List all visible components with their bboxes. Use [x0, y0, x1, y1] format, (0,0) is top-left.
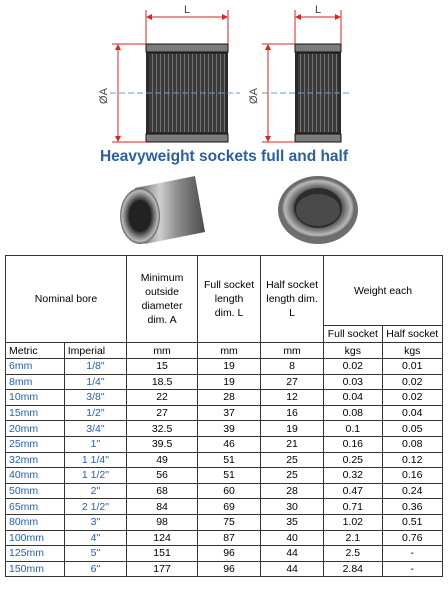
- imperial-cell: 1/4": [64, 374, 126, 390]
- half-length-unit: mm: [261, 343, 324, 359]
- od-cell: 56: [127, 468, 198, 484]
- full-socket-header: Full socket: [324, 326, 382, 343]
- weight-each-header: Weight each: [324, 256, 443, 326]
- half-length-cell: 21: [261, 436, 324, 452]
- half-length-cell: 30: [261, 499, 324, 515]
- imperial-cell: 1/2": [64, 405, 126, 421]
- full-length-cell: 19: [198, 374, 261, 390]
- table-row: [6, 514, 443, 530]
- metric-header: Metric: [6, 343, 65, 359]
- half-weight-cell: -: [382, 546, 442, 562]
- od-cell: 124: [127, 530, 198, 546]
- full-socket-photo: [120, 176, 205, 244]
- full-length-label: L: [183, 4, 191, 16]
- table-row: [6, 468, 443, 484]
- full-weight-cell: 0.1: [324, 421, 382, 437]
- half-weight-cell: 0.04: [382, 405, 442, 421]
- half-length-dimension: [295, 4, 341, 44]
- table-row: [6, 359, 443, 375]
- table-row: [6, 561, 443, 577]
- metric-cell: 20mm: [6, 421, 65, 437]
- od-cell: 18.5: [127, 374, 198, 390]
- half-length-cell: 19: [261, 421, 324, 437]
- half-weight-cell: 0.02: [382, 374, 442, 390]
- socket-dimension-diagram: [0, 0, 448, 150]
- table-row: [6, 546, 443, 562]
- metric-cell: 8mm: [6, 374, 65, 390]
- full-diameter-label: ØA: [98, 88, 110, 104]
- half-weight-unit: kgs: [382, 343, 442, 359]
- half-length-cell: 28: [261, 483, 324, 499]
- full-length-dimension: [146, 4, 228, 44]
- full-socket-drawing: [110, 44, 240, 142]
- half-weight-cell: 0.36: [382, 499, 442, 515]
- table-row: [6, 421, 443, 437]
- full-weight-cell: 2.1: [324, 530, 382, 546]
- full-weight-cell: 0.25: [324, 452, 382, 468]
- socket-spec-table: [5, 255, 443, 577]
- imperial-cell: 1": [64, 436, 126, 452]
- imperial-cell: 3/4": [64, 421, 126, 437]
- od-unit: mm: [127, 343, 198, 359]
- table-row: [6, 374, 443, 390]
- od-cell: 151: [127, 546, 198, 562]
- nominal-bore-header: Nominal bore: [6, 256, 127, 343]
- imperial-cell: 2 1/2": [64, 499, 126, 515]
- half-weight-cell: -: [382, 561, 442, 577]
- full-length-unit: mm: [198, 343, 261, 359]
- half-socket-photo: [278, 176, 358, 244]
- full-weight-cell: 0.32: [324, 468, 382, 484]
- metric-cell: 65mm: [6, 499, 65, 515]
- half-weight-cell: 0.01: [382, 359, 442, 375]
- imperial-cell: 2": [64, 483, 126, 499]
- half-weight-cell: 0.02: [382, 390, 442, 406]
- od-cell: 32.5: [127, 421, 198, 437]
- imperial-cell: 3": [64, 514, 126, 530]
- full-weight-cell: 0.04: [324, 390, 382, 406]
- table-row: [6, 436, 443, 452]
- full-length-cell: 60: [198, 483, 261, 499]
- full-length-cell: 75: [198, 514, 261, 530]
- imperial-cell: 6": [64, 561, 126, 577]
- od-cell: 98: [127, 514, 198, 530]
- full-length-header: Full socket length dim. L: [198, 256, 261, 343]
- od-cell: 39.5: [127, 436, 198, 452]
- metric-cell: 50mm: [6, 483, 65, 499]
- half-weight-cell: 0.16: [382, 468, 442, 484]
- full-length-cell: 96: [198, 546, 261, 562]
- half-length-label: L: [314, 4, 322, 16]
- full-weight-cell: 0.08: [324, 405, 382, 421]
- half-weight-cell: 0.08: [382, 436, 442, 452]
- half-weight-cell: 0.12: [382, 452, 442, 468]
- od-cell: 84: [127, 499, 198, 515]
- half-weight-cell: 0.76: [382, 530, 442, 546]
- imperial-cell: 1/8": [64, 359, 126, 375]
- od-cell: 49: [127, 452, 198, 468]
- metric-cell: 150mm: [6, 561, 65, 577]
- full-length-cell: 39: [198, 421, 261, 437]
- full-length-cell: 51: [198, 452, 261, 468]
- imperial-header: Imperial: [64, 343, 126, 359]
- imperial-cell: 1 1/2": [64, 468, 126, 484]
- full-weight-cell: 0.16: [324, 436, 382, 452]
- imperial-cell: 4": [64, 530, 126, 546]
- table-row: [6, 483, 443, 499]
- table-row: [6, 452, 443, 468]
- half-length-cell: 44: [261, 546, 324, 562]
- full-weight-cell: 0.02: [324, 359, 382, 375]
- full-weight-cell: 2.5: [324, 546, 382, 562]
- metric-cell: 40mm: [6, 468, 65, 484]
- imperial-cell: 3/8": [64, 390, 126, 406]
- full-length-cell: 69: [198, 499, 261, 515]
- half-length-cell: 16: [261, 405, 324, 421]
- half-length-cell: 27: [261, 374, 324, 390]
- metric-cell: 80mm: [6, 514, 65, 530]
- half-weight-cell: 0.24: [382, 483, 442, 499]
- product-photos: [0, 170, 448, 252]
- full-length-cell: 19: [198, 359, 261, 375]
- half-length-cell: 35: [261, 514, 324, 530]
- half-weight-cell: 0.05: [382, 421, 442, 437]
- metric-cell: 32mm: [6, 452, 65, 468]
- full-weight-cell: 0.71: [324, 499, 382, 515]
- half-length-cell: 8: [261, 359, 324, 375]
- table-row: [6, 499, 443, 515]
- od-cell: 22: [127, 390, 198, 406]
- full-weight-cell: 2.84: [324, 561, 382, 577]
- od-cell: 15: [127, 359, 198, 375]
- metric-cell: 15mm: [6, 405, 65, 421]
- half-length-cell: 44: [261, 561, 324, 577]
- metric-cell: 100mm: [6, 530, 65, 546]
- full-weight-cell: 0.03: [324, 374, 382, 390]
- table-row: [6, 390, 443, 406]
- od-cell: 68: [127, 483, 198, 499]
- imperial-cell: 1 1/4": [64, 452, 126, 468]
- half-socket-drawing: [262, 44, 352, 142]
- imperial-cell: 5": [64, 546, 126, 562]
- half-length-cell: 25: [261, 468, 324, 484]
- half-length-cell: 12: [261, 390, 324, 406]
- half-length-cell: 25: [261, 452, 324, 468]
- full-length-cell: 51: [198, 468, 261, 484]
- metric-cell: 10mm: [6, 390, 65, 406]
- page-title: Heavyweight sockets full and half: [99, 148, 349, 165]
- table-row: [6, 405, 443, 421]
- metric-cell: 6mm: [6, 359, 65, 375]
- units-row: [6, 343, 443, 359]
- full-length-cell: 87: [198, 530, 261, 546]
- full-length-cell: 46: [198, 436, 261, 452]
- full-length-cell: 28: [198, 390, 261, 406]
- half-socket-header: Half socket: [382, 326, 442, 343]
- full-length-cell: 37: [198, 405, 261, 421]
- half-length-cell: 40: [261, 530, 324, 546]
- od-cell: 27: [127, 405, 198, 421]
- metric-cell: 125mm: [6, 546, 65, 562]
- table-row: [6, 530, 443, 546]
- min-od-header: Minimum outside diameter dim. A: [127, 256, 198, 343]
- od-cell: 177: [127, 561, 198, 577]
- half-length-header: Half socket length dim. L: [261, 256, 324, 343]
- half-weight-cell: 0.51: [382, 514, 442, 530]
- full-weight-cell: 0.47: [324, 483, 382, 499]
- full-weight-unit: kgs: [324, 343, 382, 359]
- full-weight-cell: 1.02: [324, 514, 382, 530]
- full-length-cell: 96: [198, 561, 261, 577]
- metric-cell: 25mm: [6, 436, 65, 452]
- half-diameter-label: ØA: [248, 88, 260, 104]
